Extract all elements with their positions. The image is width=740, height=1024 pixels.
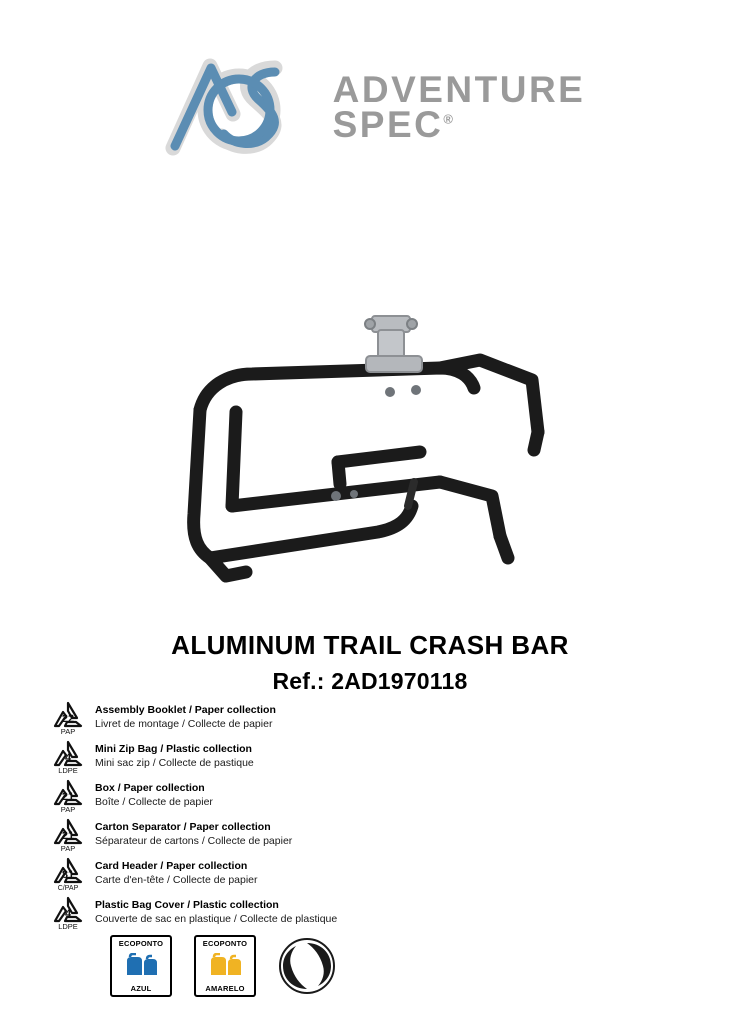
svg-text:21: 21 bbox=[61, 790, 75, 803]
svg-text:22: 22 bbox=[61, 712, 75, 725]
ecoponto-azul-icon bbox=[110, 935, 172, 997]
recycle-label-fr: Boîte / Collecte de papier bbox=[95, 795, 213, 808]
recycle-label-fr: Couverte de sac en plastique / Collecte de plastique bbox=[95, 912, 338, 925]
list-item bbox=[45, 892, 645, 931]
ecoponto-azul-bottom-label: AZUL bbox=[130, 984, 152, 993]
ecoponto-amarelo-top-label: ECOPONTO bbox=[202, 939, 248, 948]
recycle-label-en: Mini Zip Bag / Plastic collection bbox=[95, 742, 252, 755]
recycle-label-fr: Séparateur de cartons / Collecte de papier bbox=[95, 834, 293, 847]
recycle-triangle-22-pap-icon bbox=[45, 698, 91, 736]
ecoponto-azul-top-label: ECOPONTO bbox=[118, 939, 164, 948]
svg-text:PAP: PAP bbox=[60, 726, 76, 736]
recycle-triangle-21-pap-icon bbox=[45, 776, 91, 814]
brand-name-line2: SPEC bbox=[332, 104, 444, 145]
adventure-spec-monogram-icon bbox=[155, 44, 315, 164]
brand-logo bbox=[0, 34, 740, 174]
crash-bar-product-photo bbox=[0, 300, 740, 620]
disposal-badges bbox=[110, 935, 336, 997]
product-reference: Ref.: 2AD1970118 bbox=[272, 668, 468, 694]
registered-mark: ® bbox=[443, 111, 453, 127]
svg-text:PAP: PAP bbox=[60, 804, 76, 814]
recycle-triangle-4-ldpe-icon bbox=[45, 737, 91, 775]
svg-text:4: 4 bbox=[64, 751, 72, 764]
recycle-label-fr: Mini sac zip / Collecte de pastique bbox=[95, 756, 254, 769]
product-title: ALUMINUM TRAIL CRASH BAR bbox=[171, 630, 569, 660]
brand-name-line1: ADVENTURE bbox=[332, 68, 586, 110]
svg-text:LDPE: LDPE bbox=[58, 921, 78, 931]
recycling-instructions-list bbox=[45, 697, 645, 931]
list-item bbox=[45, 853, 645, 892]
svg-text:C/PAP: C/PAP bbox=[57, 884, 79, 892]
recycle-label-en: Box / Paper collection bbox=[95, 781, 205, 794]
ecoponto-amarelo-bottom-label: AMARELO bbox=[205, 984, 245, 993]
svg-text:PAP: PAP bbox=[60, 843, 76, 853]
recycle-label-en: Plastic Bag Cover / Plastic collection bbox=[95, 898, 279, 911]
recycle-label-fr: Livret de montage / Collecte de papier bbox=[95, 717, 273, 730]
list-item bbox=[45, 775, 645, 814]
list-item bbox=[45, 697, 645, 736]
recycle-triangle-4-ldpe-icon bbox=[45, 893, 91, 931]
green-dot-icon bbox=[278, 937, 336, 995]
svg-text:81: 81 bbox=[61, 868, 75, 881]
list-item bbox=[45, 814, 645, 853]
svg-text:4: 4 bbox=[64, 907, 72, 920]
svg-text:LDPE: LDPE bbox=[58, 765, 78, 775]
svg-text:21: 21 bbox=[61, 829, 75, 842]
recycle-label-en: Carton Separator / Paper collection bbox=[95, 820, 271, 833]
recycle-label-en: Assembly Booklet / Paper collection bbox=[95, 703, 276, 716]
recycle-label-fr: Carte d'en-tête / Collecte de papier bbox=[95, 873, 258, 886]
list-item bbox=[45, 736, 645, 775]
recycle-label-en: Card Header / Paper collection bbox=[95, 859, 248, 872]
recycle-triangle-21-pap-icon bbox=[45, 815, 91, 853]
ecoponto-amarelo-icon bbox=[194, 935, 256, 997]
recycle-triangle-81-cpap-icon bbox=[45, 854, 91, 892]
